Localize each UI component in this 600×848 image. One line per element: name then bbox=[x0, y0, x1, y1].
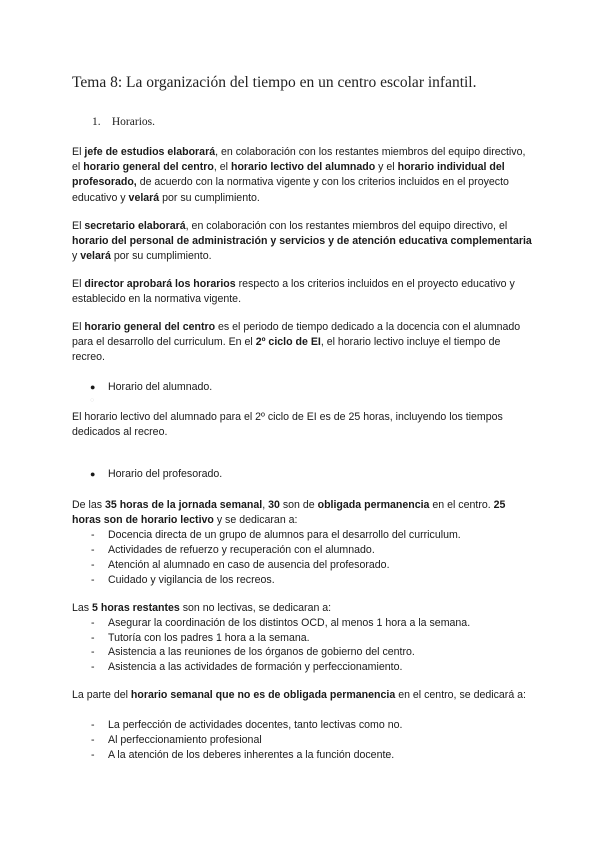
bullet-horario-profesorado: ● Horario del profesorado. bbox=[90, 468, 223, 480]
paragraph-jefe-estudios: El jefe de estudios elaborará, en colaboración con los restantes miembros del equipo directivo, el horario general del centro, el horario lectivo del alumnado y el horario individual del profesorado, de acuerdo con la normativa vigente y con los criterios incluidos en el proyecto educativo y velará por su cumplimiento. bbox=[72, 146, 526, 204]
paragraph-horario-general: El horario general del centro es el periodo de tiempo dedicado a la docencia con el alumnado para el desarrollo del curriculum. En el 2º ciclo de EI, el horario lectivo incluye el tiempo de recreo. bbox=[72, 321, 521, 364]
list-item: - Al perfeccionamiento profesional bbox=[91, 734, 262, 746]
list-item: - Docencia directa de un grupo de alumnos para el desarrollo del curriculum. bbox=[91, 529, 461, 541]
paragraph-horario-alumnado: El horario lectivo del alumnado para el 2º ciclo de EI es de 25 horas, incluyendo los tiempos dedicados al recreo. bbox=[72, 411, 503, 439]
bullet-horario-alumnado: ● Horario del alumnado. bbox=[90, 381, 213, 393]
paragraph-director: El director aprobará los horarios respecto a los criterios incluidos en el proyecto educativo y establecido en la normativa vigente. bbox=[72, 278, 515, 306]
section-number: 1. bbox=[92, 116, 101, 128]
list-item: - Asistencia a las reuniones de los órganos de gobierno del centro. bbox=[91, 646, 415, 658]
list-item: - La perfección de actividades docentes, tanto lectivas como no. bbox=[91, 719, 403, 731]
paragraph-no-obligada-permanencia: La parte del horario semanal que no es de obligada permanencia en el centro, se dedicará a: bbox=[72, 689, 526, 701]
section-label: Horarios. bbox=[111, 116, 155, 128]
list-item: - Asegurar la coordinación de los distintos OCD, al menos 1 hora a la semana. bbox=[91, 617, 471, 629]
document-title: Tema 8: La organización del tiempo en un centro escolar infantil. bbox=[72, 74, 477, 91]
paragraph-jornada-semanal: De las 35 horas de la jornada semanal, 30 son de obligada permanencia en el centro. 25 horas son de horario lectivo y se dedicaran a: bbox=[72, 499, 506, 527]
list-item: - Actividades de refuerzo y recuperación con el alumnado. bbox=[91, 544, 375, 556]
bullet-icon: ● bbox=[90, 469, 96, 479]
bullet-icon: ● bbox=[90, 382, 96, 392]
list-item: - Tutoría con los padres 1 hora a la semana. bbox=[91, 632, 310, 644]
section-heading bbox=[92, 116, 155, 128]
list-item: - Cuidado y vigilancia de los recreos. bbox=[91, 574, 275, 586]
empty-sub-bullet-icon: ○ bbox=[90, 397, 95, 404]
paragraph-secretario: El secretario elaborará, en colaboración con los restantes miembros del equipo directivo, el horario del personal de administración y servicios y de atención educativa complementaria y velará por su cumplimiento. bbox=[72, 220, 532, 263]
paragraph-horas-restantes: Las 5 horas restantes son no lectivas, se dedicaran a: bbox=[72, 602, 332, 614]
list-item: - Atención al alumnado en caso de ausencia del profesorado. bbox=[91, 559, 390, 571]
list-item: - A la atención de los deberes inherentes a la función docente. bbox=[91, 749, 395, 761]
list-item: - Asistencia a las actividades de formación y perfeccionamiento. bbox=[91, 661, 403, 673]
